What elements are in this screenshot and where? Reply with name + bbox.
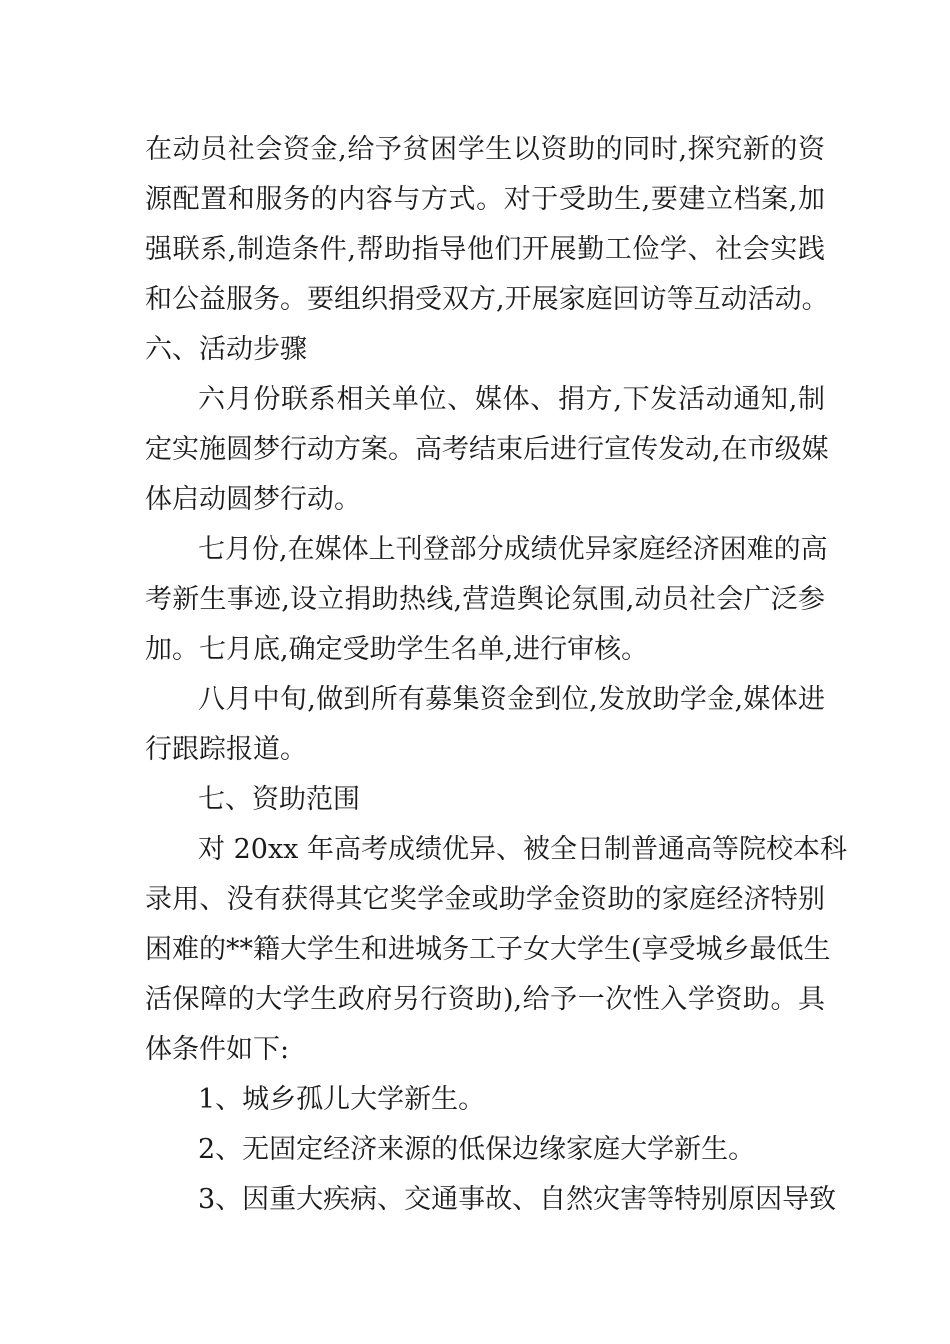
text-line-19: 体条件如下: — [145, 1034, 290, 1065]
list-item-2: 2、无固定经济来源的低保边缘家庭大学新生。 — [198, 1134, 756, 1165]
section-heading-six: 六、活动步骤 — [145, 334, 307, 365]
text-line-3: 强联系,制造条件,帮助指导他们开展勤工俭学、社会实践 — [145, 234, 825, 265]
text-line-18: 活保障的大学生政府另行资助),给予一次性入学资助。具 — [145, 984, 825, 1015]
text-line-13: 行跟踪报道。 — [145, 734, 307, 765]
section-heading-seven: 七、资助范围 — [198, 784, 360, 815]
text-line-12: 八月中旬,做到所有募集资金到位,发放助学金,媒体进 — [198, 684, 825, 715]
text-line-7: 定实施圆梦行动方案。高考结束后进行宣传发动,在市级媒 — [145, 434, 829, 465]
text-line-6: 六月份联系相关单位、媒体、捐方,下发活动通知,制 — [198, 384, 825, 415]
text-line-9: 七月份,在媒体上刊登部分成绩优异家庭经济困难的高 — [198, 534, 828, 565]
text-line-11: 加。七月底,确定受助学生名单,进行审核。 — [145, 634, 649, 665]
text-line-16: 录用、没有获得其它奖学金或助学金资助的家庭经济特别 — [145, 884, 825, 915]
text-line-4: 和公益服务。要组织捐受双方,开展家庭回访等互动活动。 — [145, 284, 829, 315]
text-line-8: 体启动圆梦行动。 — [145, 484, 361, 515]
list-item-1: 1、城乡孤儿大学新生。 — [198, 1084, 486, 1115]
text-line-10: 考新生事迹,设立捐助热线,营造舆论氛围,动员社会广泛参 — [145, 584, 825, 615]
text-line-1: 在动员社会资金,给予贫困学生以资助的同时,探究新的资 — [145, 134, 825, 165]
list-item-3: 3、因重大疾病、交通事故、自然灾害等特别原因导致 — [198, 1184, 837, 1215]
text-line-17: 困难的**籍大学生和进城务工子女大学生(享受城乡最低生 — [145, 934, 831, 965]
text-line-15: 对 20xx 年高考成绩优异、被全日制普通高等院校本科 — [198, 834, 847, 865]
text-line-2: 源配置和服务的内容与方式。对于受助生,要建立档案,加 — [145, 184, 825, 215]
